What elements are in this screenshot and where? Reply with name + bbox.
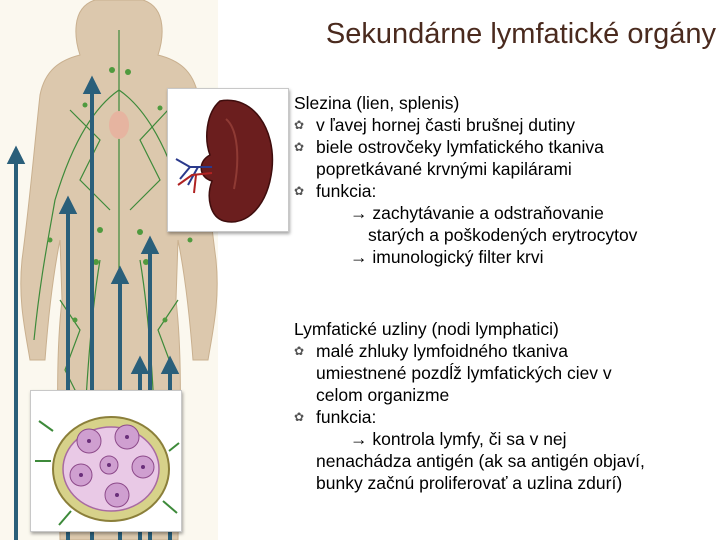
thymus-shape [109,111,129,139]
bullet-text: celom organizme [316,385,450,405]
bullet-icon: ✿ [294,118,305,132]
slide-title: Sekundárne lymfatické orgány [325,18,716,50]
bullet-icon: ✿ [294,410,305,424]
lymph-nodes-heading: Lymfatické uzliny (nodi lymphatici) [294,319,559,339]
lymph-nodes-section [294,318,645,494]
bullet-icon: ✿ [294,140,305,154]
spleen-heading: Slezina (lien, splenis) [294,93,460,113]
bullet-text: malé zhluky lymfoidného tkaniva [316,341,568,361]
bullet-icon: ✿ [294,184,305,198]
function-item: starých a poškodených erytrocytov [368,225,638,245]
bullet-text: funkcia: [316,407,377,427]
bullet-text: umiestnené pozdĺž lymfatických ciev v [316,363,612,383]
list-item [294,180,637,202]
bullet-text: v ľavej hornej časti brušnej dutiny [316,115,575,135]
lymph-node-image [30,390,182,532]
lymph-node-icon [31,391,181,531]
function-item: nenachádza antigén (ak sa antigén objaví, [316,451,645,471]
bullet-text: biele ostrovčeky lymfatického tkaniva [316,137,604,157]
spleen-image [167,88,289,232]
list-item [294,136,637,180]
function-item: → zachytávanie a odstraňovanie [350,203,604,223]
bullet-text: popretkávané krvnými kapilárami [316,159,572,179]
spleen-icon [168,89,288,231]
list-item [294,340,645,406]
list-item [294,114,637,136]
function-item: → kontrola lymfy, či sa v nej [350,429,567,449]
list-item [294,406,645,428]
bullet-text: funkcia: [316,181,377,201]
function-item: → imunologický filter krvi [350,247,544,267]
spleen-section [294,92,637,268]
function-item: bunky začnú proliferovať a uzlina zdurí) [316,473,623,493]
bullet-icon: ✿ [294,344,305,358]
